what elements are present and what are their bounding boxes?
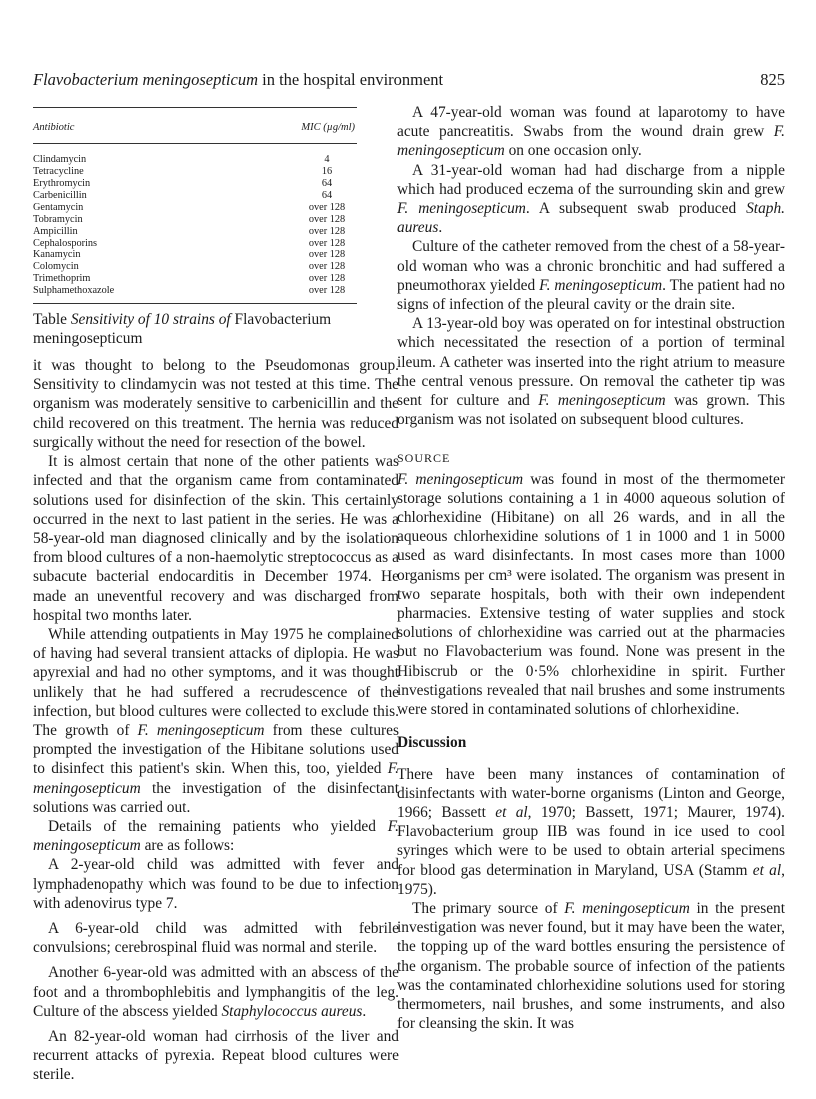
- paragraph: A 47-year-old woman was found at laparotomy to have acute pancreatitis. Swabs from the wound drain grew F. meningosepticum on one occasion only.: [397, 104, 785, 160]
- right-column: [397, 103, 785, 1033]
- running-title: [33, 70, 443, 90]
- table-cell-mic: over 128: [308, 273, 346, 285]
- table-cell-mic: over 128: [308, 225, 346, 237]
- table-cell-antibiotic: Kanamycin: [33, 249, 81, 261]
- paragraph: There have been many instances of contamination of disinfectants with water-borne organisms (Linton and George, 1966; Bassett et al, 1970; Bassett, 1971; Maurer, 1974). Flavobacterium group IIB was found in ice used to cool syringes which were to be used to obtain arterial specimens for blood gas determination in Maryland, USA (Stamm et al, 1975).: [397, 765, 785, 898]
- table-row: [33, 166, 357, 178]
- paragraph: A 13-year-old boy was operated on for intestinal obstruction which necessitated the resection of a portion of terminal ileum. A catheter was inserted into the right atrium to measure the central venous pressure. On removal the catheter tip was sent for culture and F. meningosepticum was grown. This organism was not isolated on subsequent blood cultures.: [397, 315, 785, 429]
- table-cell-mic: over 128: [308, 285, 346, 297]
- running-header: [33, 70, 785, 92]
- paragraph: A 6-year-old child was admitted with febrile convulsions; cerebrospinal fluid was normal and sterile.: [33, 919, 399, 957]
- table-header-rule: [33, 143, 357, 144]
- caption-label: Table: [33, 311, 71, 329]
- section-label-source: SOURCE: [397, 451, 451, 466]
- paragraph: It is almost certain that none of the other patients was infected and that the organism came from contaminated solutions used for disinfection of the skin. This certainly occurred in the next to last patient in the series. He was a 58-year-old man diagnosed clinically and by the isolation from blood cultures of a non-haemolytic streptococcus as a subacute bacterial endocarditis in December 1974. He made an uneventful recovery and was discharged from hospital two months later.: [33, 453, 399, 624]
- table-cell-mic: 16: [321, 166, 333, 178]
- table-header-antibiotic: Antibiotic: [33, 122, 75, 133]
- paragraph: The primary source of F. meningosepticum in the present investigation was never found, but it may have been the water, the topping up of the ward bottles ensuring the persistence of the organism. The probable source of infection of the patients was the contaminated chlorhexidine solutions used for storing thermometers, nail brushes, and some instruments, and also for cleansing the skin. It was: [397, 899, 785, 1033]
- table-cell-mic: 64: [321, 189, 333, 201]
- paragraph: Another 6-year-old was admitted with an abscess of the foot and a thrombophlebitis and lymphangitis of the leg. Culture of the abscess yielded Staphylococcus aureus.: [33, 964, 399, 1020]
- paragraph: An 82-year-old woman had cirrhosis of the liver and recurrent attacks of pyrexia. Repeat blood cultures were sterile.: [33, 1027, 399, 1084]
- table-row: [33, 285, 357, 297]
- table-cell-antibiotic: Gentamycin: [33, 201, 84, 213]
- table-row: [33, 178, 357, 190]
- table-row: [33, 249, 357, 261]
- paragraph: Details of the remaining patients who yielded F. meningosepticum are as follows:: [33, 817, 399, 855]
- table-cell-mic: over 128: [308, 201, 346, 213]
- paragraph: While attending outpatients in May 1975 he complained of having had several transient attacks of diplopia. He was apyrexial and had no other symptoms, and it was thought unlikely that he had suffered a recrudescence of the infection, but blood cultures were collected to exclude this. The growth of F. meningosepticum from these cultures prompted the investigation of the Hibitane solutions used to disinfect this patient's skin. When this, too, yielded F. meningosepticum the investigation of the disinfectant solutions was carried out.: [33, 625, 399, 816]
- table-cell-antibiotic: Carbenicillin: [33, 189, 87, 201]
- table-cell-antibiotic: Sulphamethoxazole: [33, 285, 115, 297]
- table-cell-mic: 64: [321, 178, 333, 190]
- section-heading-discussion: Discussion: [397, 734, 467, 752]
- table-cell-mic: over 128: [308, 249, 346, 261]
- table-cell-antibiotic: Erythromycin: [33, 178, 91, 190]
- table-bottom-rule: [33, 303, 357, 304]
- table-cell-antibiotic: Ampicillin: [33, 225, 78, 237]
- table-caption: [33, 310, 399, 348]
- paragraph: Culture of the catheter removed from the chest of a 58-year-old woman who was a chronic bronchitic and had suffered a pneumothorax yielded F. meningosepticum. The patient had no signs of infection of the pleural cavity or the drain site.: [397, 238, 785, 314]
- table-cell-mic: 4: [324, 154, 330, 166]
- table-cell-mic: over 128: [308, 237, 346, 249]
- table-cell-antibiotic: Colomycin: [33, 261, 79, 273]
- paragraph: A 31-year-old woman had had discharge from a nipple which had produced eczema of the surrounding skin and grew F. meningosepticum. A subsequent swab produced Staph. aureus.: [397, 161, 785, 237]
- table-body: [33, 154, 357, 297]
- caption-rest: Flavobacterium meningosepticum: [33, 311, 332, 348]
- table-cell-antibiotic: Cephalosporins: [33, 237, 98, 249]
- table-cell-mic: over 128: [308, 261, 346, 273]
- page-number: 825: [760, 70, 785, 89]
- table-cell-antibiotic: Tobramycin: [33, 213, 83, 225]
- paragraph: F. meningosepticum was found in most of the thermometer storage solutions containing a 1 in 4000 aqueous solution of chlorhexidine (Hibitane) on all 26 wards, and in all the aqueous chlorhexidine solutions of 1 in 1000 and 1 in 5000 used as ward disinfectants. In most cases more than 1000 organisms per cm³ were isolated. The organism was present in two separate hospitals, both with their own independent pharmacies. Extensive testing of water supplies and stock solutions of chlorhexidine was carried out at the pharmacies but no Flavobacterium was found. None was present in the Hibiscrub or the 0·5% chlorhexidine in spirit. Further investigations revealed that nail brushes and some instruments were stored in contaminated solutions of chlorhexidine.: [397, 470, 785, 719]
- caption-italic: Sensitivity of 10 strains of: [70, 311, 231, 329]
- table-cell-antibiotic: Tetracycline: [33, 166, 84, 178]
- table-row: [33, 190, 357, 202]
- left-column: [33, 103, 399, 1085]
- table-row: [33, 226, 357, 238]
- table-header-row: [33, 108, 357, 137]
- table-row: [33, 202, 357, 214]
- table-row: [33, 261, 357, 273]
- table-row: [33, 273, 357, 285]
- table-row: [33, 154, 357, 166]
- running-title-rest: in the hospital environment: [258, 70, 444, 89]
- table-cell-mic: over 128: [308, 213, 346, 225]
- table-cell-antibiotic: Clindamycin: [33, 154, 87, 166]
- table-cell-antibiotic: Trimethoprim: [33, 273, 91, 285]
- paragraph: it was thought to belong to the Pseudomonas group. Sensitivity to clindamycin was not tested at this time. The organism was moderately sensitive to carbenicillin and the child recovered on this treatment. The hernia was reduced surgically without the need for resection of the bowel.: [33, 357, 399, 451]
- table-header-mic: MIC (µg/ml): [301, 122, 355, 133]
- table-row: [33, 214, 357, 226]
- paragraph: A 2-year-old child was admitted with fever and lymphadenopathy which was found to be due to infection with adenovirus type 7.: [33, 856, 399, 912]
- table-row: [33, 238, 357, 250]
- running-title-italic: Flavobacterium meningosepticum: [33, 70, 258, 89]
- mic-table: [33, 107, 357, 304]
